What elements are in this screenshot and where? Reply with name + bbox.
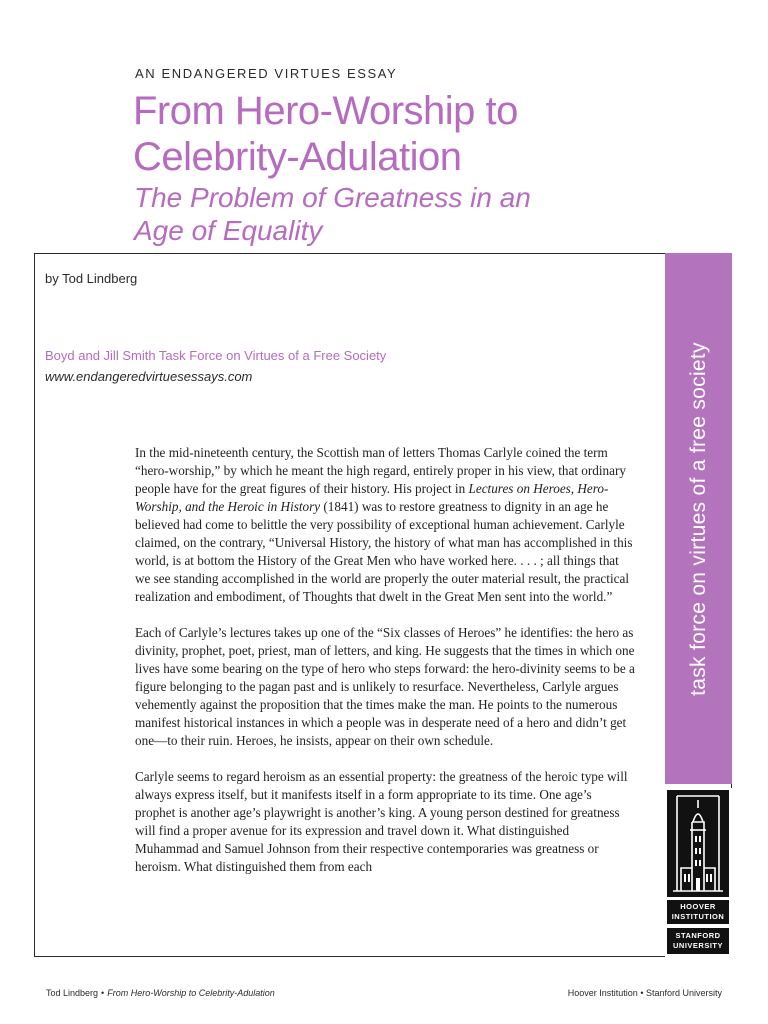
series-label: AN ENDANGERED VIRTUES ESSAY	[135, 66, 398, 81]
footer-separator: •	[101, 988, 105, 998]
footer-right: Hoover Institution • Stanford University	[567, 988, 722, 998]
sidebar-text: task force on virtues of a free society	[686, 341, 710, 696]
website-link[interactable]: www.endangeredvirtuesessays.com	[45, 369, 253, 384]
sidebar-banner	[665, 253, 732, 784]
hoover-logo	[665, 788, 732, 957]
book-title: Lectures on Heroes, Hero-Worship, and the Heroic in History	[135, 481, 609, 514]
paragraph-1-part-2: (1841) was to restore greatness to dignity in an age he believed had come to belittle the very possibility of exceptional human achievement. Carlyle claimed, on the contrary, “Universal History, the history of what man has accomplished in this world, is at bottom the History of the Great Men who have worked here. . . . ; all things that we see standing accomplished in the world are properly the outer material result, the practical realization and embodiment, of Thoughts that dwelt in the Great Men sent into the world.”	[135, 499, 633, 604]
title-line-2: Celebrity-Adulation	[133, 135, 462, 179]
title-line-1: From Hero-Worship to	[133, 89, 518, 133]
essay-subtitle	[134, 181, 654, 247]
footer-author: Tod Lindberg	[46, 988, 99, 998]
byline: by Tod Lindberg	[45, 271, 138, 286]
task-force-name: Boyd and Jill Smith Task Force on Virtues of a Free Society	[45, 348, 387, 363]
logo-hoover-institution: HOOVER INSTITUTION	[667, 900, 729, 924]
paragraph-1-part-1: In the mid-nineteenth century, the Scottish man of letters Thomas Carlyle coined the term “hero-worship,” by which he meant the high regard, entirely proper in his view, that ordinary people have for the great figures of their history. His project in	[135, 445, 626, 496]
logo-stanford-university: STANFORD UNIVERSITY	[667, 928, 729, 954]
subtitle-line-1: The Problem of Greatness in an	[134, 182, 531, 213]
hoover-tower-icon	[667, 790, 729, 897]
footer-essay-title: From Hero-Worship to Celebrity-Adulation	[107, 988, 275, 998]
footer-left	[46, 988, 275, 998]
paragraph-1	[135, 444, 635, 606]
subtitle-line-2: Age of Equality	[134, 215, 323, 246]
paragraph-3: Carlyle seems to regard heroism as an essential property: the greatness of the heroic type will always express itself, but it manifests itself in a form appropriate to its time. One age’s prophet is another age’s playwright is another’s king. A young person destined for greatness will find a proper avenue for its expression and travel down it. What distinguished Muhammad and Samuel Johnson from their respective contemporaries was greatness or heroism. What distinguished them from each	[135, 769, 628, 874]
essay-body	[135, 444, 635, 894]
essay-title	[133, 88, 653, 180]
paragraph-2: Each of Carlyle’s lectures takes up one of the “Six classes of Heroes” he identifies: the hero as divinity, prophet, poet, priest, man of letters, and king. He suggests that the times in which one lives have some bearing on the type of hero who steps forward: the hero-divinity seems to be a figure belonging to the pagan past and is unlikely to resurface. Nevertheless, Carlyle argues vehemently against the proposition that the times make the man. He points to the numerous manifest historical instances in which a people was in desperate need of a hero and didn’t get one—to their ruin. Heroes, he insists, appear on their own schedule.	[135, 625, 635, 748]
